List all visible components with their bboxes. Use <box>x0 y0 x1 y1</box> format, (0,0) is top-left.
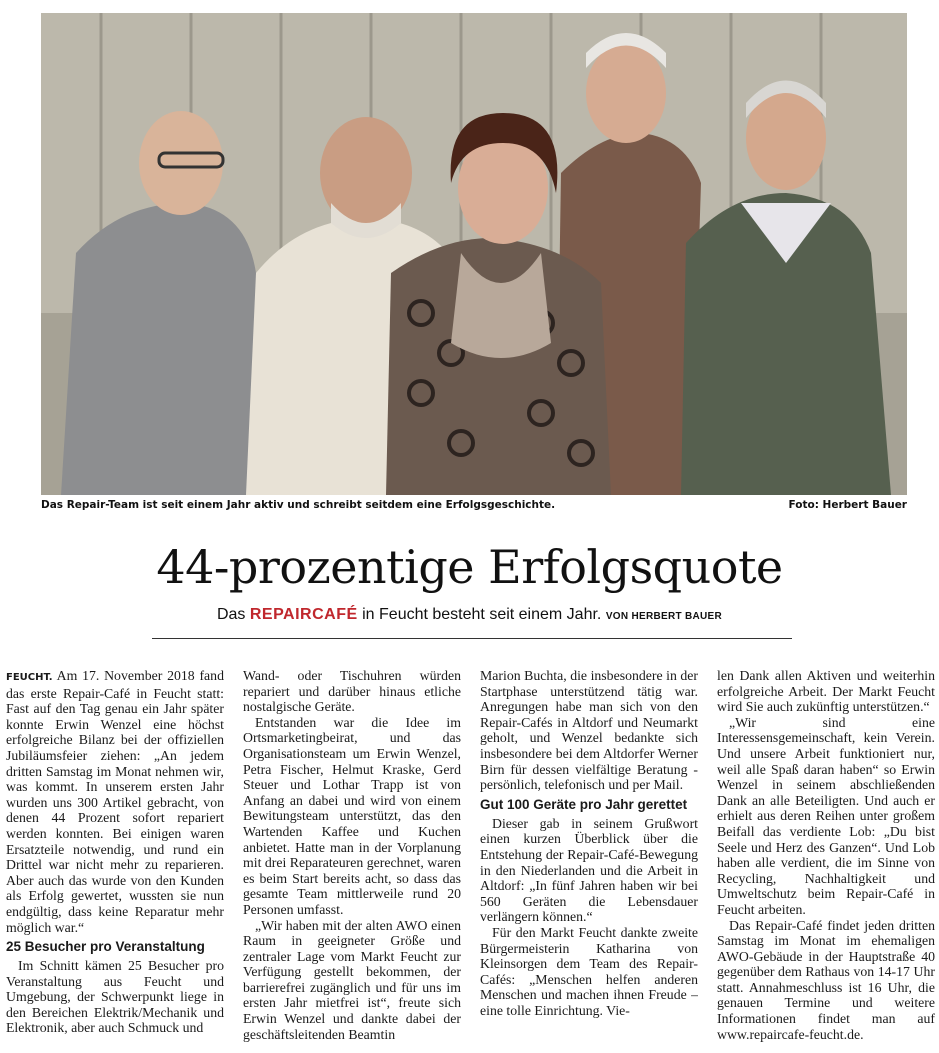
article-column-3 <box>480 668 698 1048</box>
subhead-before: Das <box>216 606 246 623</box>
paragraph: „Wir haben mit der alten AWO einen Raum in geeigneter Größe und zentraler Lage vom Markt Feucht zur Verfügung gestellt bekommen, der barrierefrei zugänglich und für uns im ersten Jahr mietfrei ist“, freute sich Erwin Wenzel und dankte dabei der geschäftsleitenden Beamtin <box>243 917 461 1042</box>
paragraph: Entstanden war die Idee im Ortsmarketingbeirat, und das Organisationsteam um Erwin Wenzel, Petra Fischer, Helmut Kraske, Gerd Steuer und Lothar Trapp ist von Anfang an dabei und wird von einem Bewitungsteam unterstützt, das den Wartenden Kaffee und Kuchen anbietet. Hatte man in der Vorplanung mit drei Reparateuren gerechnet, waren es beim Start bereits acht, so dass das gesamte Team mittlerweile rund 20 Personen umfasst. <box>243 714 461 917</box>
subheading: Gut 100 Geräte pro Jahr gerettet <box>480 796 688 812</box>
paragraph: „Wir sind eine Interessensgemeinschaft, kein Verein. Und unsere Arbeit funktioniert nur, weil alle Spaß daran haben“ so Erwin Wenzel in seinem abschließenden Dank an alle Beteiligten. Und auch er erhielt aus deren Reihen unter großem Beifall das verdiente Lob: „Du bist Seele und Herz des Ganzen“. Und Lob haben alle verdient, die im Sinne von Recycling, Nachhaltigkeit und Umweltschutz beim Repair-Café in Feucht arbeiten. <box>717 714 935 917</box>
photo-caption: Das Repair-Team ist seit einem Jahr aktiv und schreibt seitdem eine Erfolgsgeschichte. <box>41 499 556 511</box>
group-photo-illustration <box>41 13 907 495</box>
paragraph: Im Schnitt kämen 25 Besucher pro Veranstaltung aus Feucht und Umgebung, der Schwerpunkt liege in den Bereichen Elektrik/Mechanik und Elektronik, aber auch Schmuck und <box>6 958 224 1036</box>
photo-credit: Foto: Herbert Bauer <box>788 499 907 511</box>
subhead-after: in Feucht besteht seit einem Jahr. <box>362 606 602 623</box>
paragraph: Das Repair-Café findet jeden dritten Samstag im Monat im ehemaligen AWO-Gebäude in der Hauptstraße 40 gegenüber dem Rathaus von 14-17 Uhr statt. Annahmeschluss ist 16 Uhr, die genauen Termine und weitere Informationen findet man auf www.repaircafe-feucht.de. <box>717 917 935 1042</box>
byline: VON HERBERT BAUER <box>605 611 723 622</box>
headline-divider <box>152 638 792 639</box>
article-column-2 <box>243 668 461 1048</box>
paragraph: len Dank allen Aktiven und weiterhin erfolgreiche Arbeit. Der Markt Feucht wird Sie auch zukünftig unterstützen.“ <box>717 668 935 715</box>
subheading: 25 Besucher pro Veranstaltung <box>6 939 205 955</box>
article-column-4 <box>717 668 935 1048</box>
photo-caption-row <box>41 499 907 517</box>
paragraph: Für den Markt Feucht dankte zweite Bürgermeisterin Katharina von Kleinsorgen dem Team des Repair-Cafés: „Menschen helfen anderen Menschen und machen ihnen Freude – eine tolle Einrichtung. Vie- <box>480 924 698 1018</box>
paragraph <box>6 668 224 935</box>
paragraph-text: Am 17. November 2018 fand das erste Repair-Café in Feucht statt: Fast auf den Tag genau ein Jahr später konnte Erwin Wenzel eine höchst erfolgreiche Bilanz bei der offiziellen Jubiläumsfeier ziehen: „An jedem dritten Samstag im Monat nehmen wir, was kommt. In unserem ersten Jahr wurden uns 300 Artikel gebracht, von denen 44 Prozent sofort repariert werden konnten. Bei einigen waren Ersatzteile notwendig, und rund ein Drittel war nicht mehr zu reparieren. Aber auch das wurde von den Kunden als Erfolg gewertet, wussten sie nun endgültig, dass keine Reparatur mehr möglich war.“ <box>6 668 224 935</box>
article-column-1 <box>6 668 224 1048</box>
group-photo <box>41 13 907 495</box>
paragraph: Marion Buchta, die insbesondere in der Startphase unterstützend tätig war. Anregungen habe man sich von den Repair-Cafés in Altdorf und Neumarkt geholt, und Wenzel bedankte sich insbesondere bei dem Altdorfer Werner Birn für dessen vielfältige Beratung - persönlich, telefonisch und per Mail. <box>480 668 698 793</box>
paragraph: Dieser gab in seinem Grußwort einen kurzen Überblick über die Entstehung der Repair-Café-Bewegung in den Niederlanden und die Arbeit in Altdorf: „In fünf Jahren haben wir bei 560 Geräten die Lebensdauer verlängern können.“ <box>480 815 698 925</box>
article-headline: 44-prozentige Erfolgsquote <box>156 540 783 594</box>
paragraph: Wand- oder Tischuhren würden repariert und darüber hinaus etliche nostalgische Geräte. <box>243 668 461 715</box>
article-subhead <box>0 606 939 624</box>
subhead-brand: REPAIRCAFÉ <box>249 606 358 623</box>
dateline: FEUCHT. <box>6 672 53 683</box>
